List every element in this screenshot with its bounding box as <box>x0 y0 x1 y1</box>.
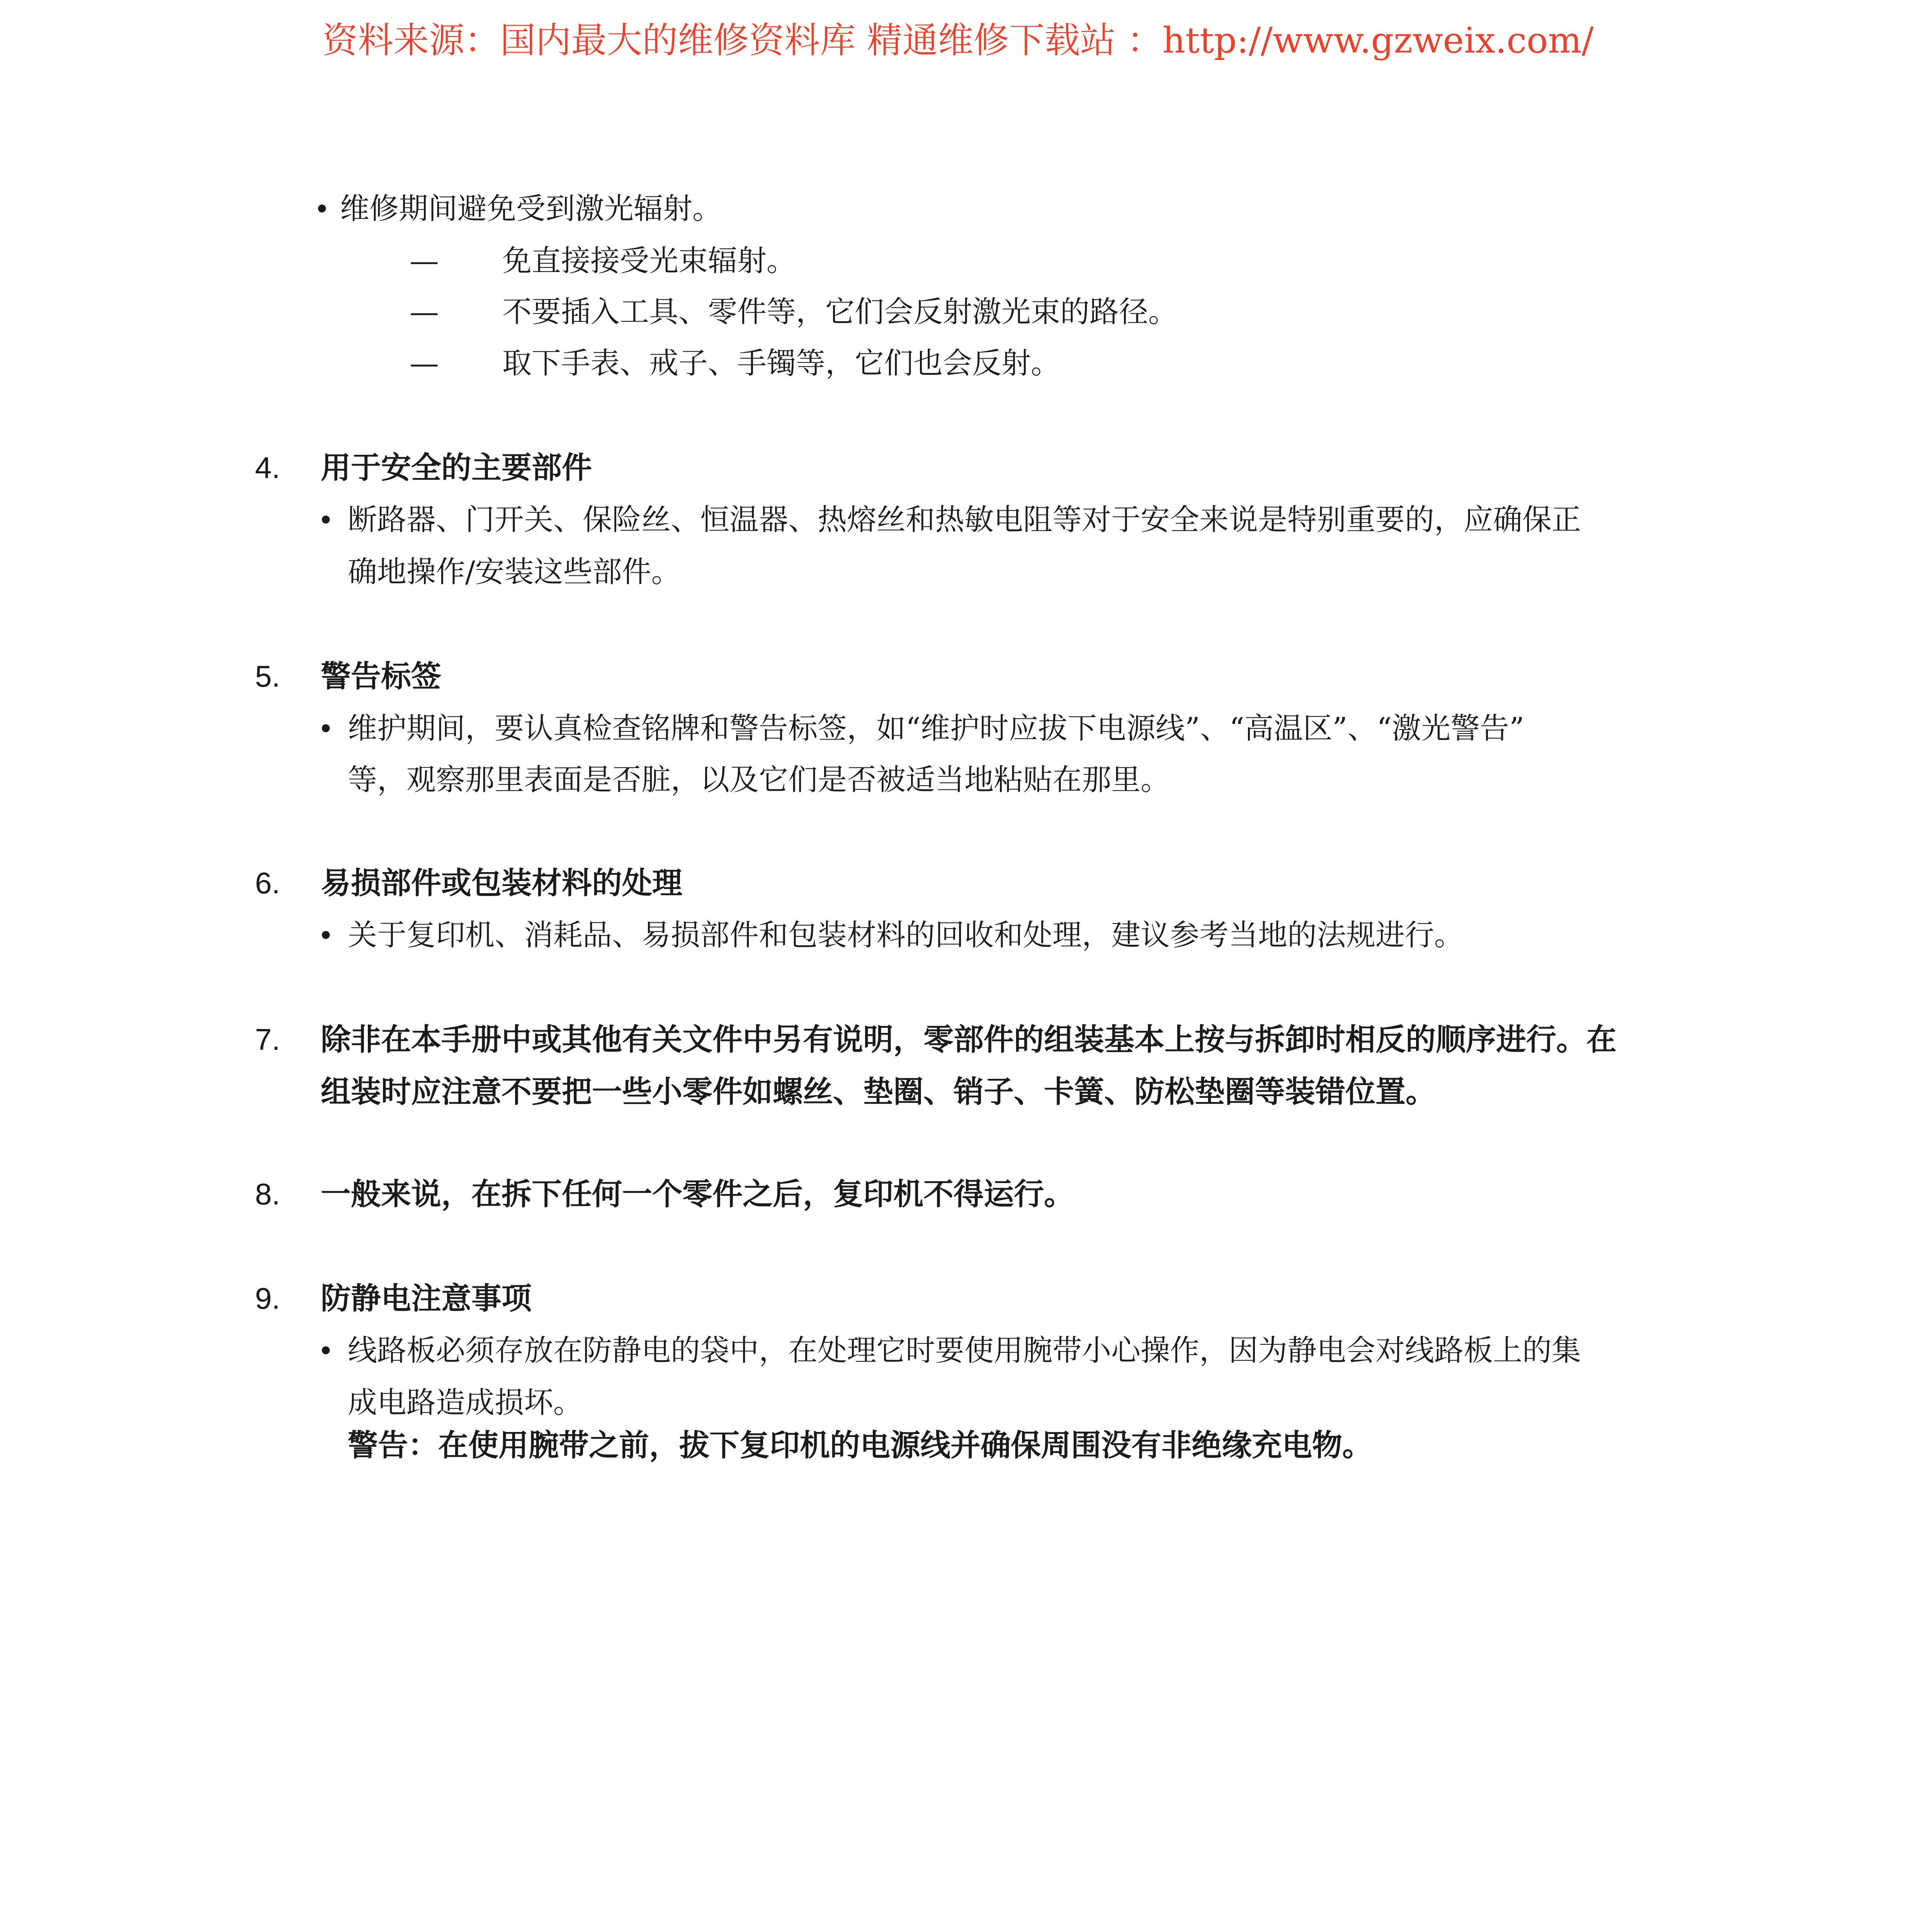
section-number: 6. <box>255 866 281 900</box>
source-banner[interactable]: 资料来源：国内最大的维修资料库 精通维修下载站 ：http://www.gzweix.com/ <box>322 20 1594 61</box>
section-body-line: 组装时应注意不要把一些小零件如螺丝、垫圈、销子、卡簧、防松垫圈等装错位置。 <box>321 1075 1436 1109</box>
section-title: 警告标签 <box>321 659 442 693</box>
bullet-marker: • <box>321 1334 331 1367</box>
section-body-line: 维护期间，要认真检查铭牌和警告标签，如“维护时应拔下电源线”、“高温区”、“激光警告” <box>348 711 1525 745</box>
section-title: 防静电注意事项 <box>321 1281 532 1315</box>
section-body-line: 确地操作/安装这些部件。 <box>348 554 681 589</box>
section-body-line: 关于复印机、消耗品、易损部件和包装材料的回收和处理，建议参考当地的法规进行。 <box>348 918 1464 952</box>
laser-item: 不要插入工具、零件等，它们会反射激光束的路径。 <box>502 294 1178 329</box>
section-number: 9. <box>255 1281 281 1315</box>
section-title: 易损部件或包装材料的处理 <box>321 866 683 900</box>
section-number: 4. <box>255 451 281 485</box>
laser-bullet-text: 维修期间避免受到激光辐射。 <box>340 191 722 226</box>
laser-item: 免直接接受光束辐射。 <box>502 243 796 278</box>
dash-marker: — <box>410 294 439 329</box>
section-number: 8. <box>255 1177 281 1211</box>
bullet-marker: • <box>321 712 331 745</box>
laser-item: 取下手表、戒子、手镯等，它们也会反射。 <box>502 346 1060 380</box>
section-number: 7. <box>255 1022 281 1056</box>
section-body-line: 线路板必须存放在防静电的袋中，在处理它时要使用腕带小心操作，因为静电会对线路板上的集 <box>348 1333 1581 1367</box>
section-body-line: 等，观察那里表面是否脏，以及它们是否被适当地粘贴在那里。 <box>348 762 1170 797</box>
bullet-marker: • <box>317 192 327 225</box>
section-number: 5. <box>255 659 281 693</box>
section-body-line: 断路器、门开关、保险丝、恒温器、热熔丝和热敏电阻等对于安全来说是特别重要的，应确保正 <box>348 502 1581 537</box>
dash-marker: — <box>410 346 439 380</box>
bullet-marker: • <box>321 503 331 536</box>
section-title: 用于安全的主要部件 <box>321 451 592 485</box>
bullet-marker: • <box>321 918 331 951</box>
section-body-line: 成电路造成损坏。 <box>348 1385 583 1420</box>
section-body-line: 除非在本手册中或其他有关文件中另有说明，零部件的组装基本上按与拆卸时相反的顺序进行。在 <box>321 1022 1617 1056</box>
section-body-line: 一般来说，在拆下任何一个零件之后，复印机不得运行。 <box>321 1177 1074 1211</box>
static-warning: 警告：在使用腕带之前，拔下复印机的电源线并确保周围没有非绝缘充电物。 <box>348 1428 1373 1462</box>
dash-marker: — <box>410 243 439 278</box>
